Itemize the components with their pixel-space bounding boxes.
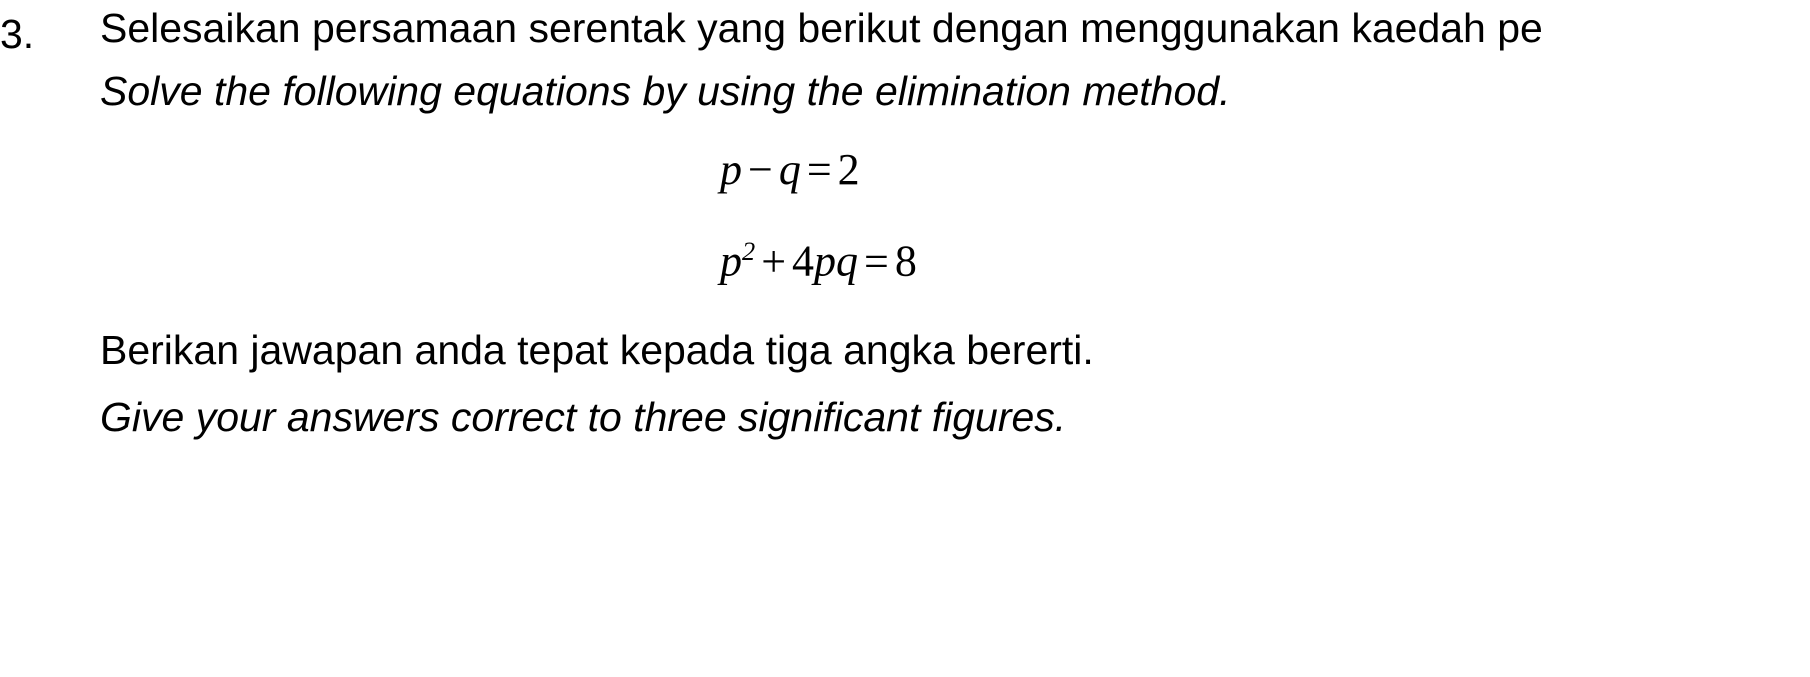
note-malay: Berikan jawapan anda tepat kepada tiga angka bererti. [100, 326, 1094, 373]
equation-group [100, 145, 1810, 286]
equation-1-right-side: 2 [837, 145, 860, 194]
instruction-malay: Selesaikan persamaan serentak yang berikut dengan menggunakan kaedah pe [100, 5, 1543, 51]
equation-1-equals-sign: = [806, 145, 832, 194]
equation-1-var-p: p [720, 145, 742, 194]
equation-2-equals-sign: = [864, 236, 889, 286]
question-body [100, 5, 1810, 440]
equation-1-var-q: q [778, 145, 801, 194]
equation-1 [720, 145, 1810, 194]
equation-2-base-p: p [720, 236, 742, 286]
instruction-english: Solve the following equations by using the elimination method. [100, 68, 1231, 114]
equation-2 [720, 238, 1810, 284]
equation-1-minus-operator: − [748, 145, 773, 194]
equation-2-right-side: 8 [894, 236, 917, 286]
equation-2-exponent: 2 [742, 236, 756, 266]
equation-2-plus-operator: + [761, 236, 787, 286]
equation-2-coefficient: 4 [792, 236, 815, 286]
note-english: Give your answers correct to three significant figures. [100, 393, 1067, 440]
question-number: 3. [0, 11, 35, 57]
equation-2-variables-pq: pq [814, 236, 859, 286]
